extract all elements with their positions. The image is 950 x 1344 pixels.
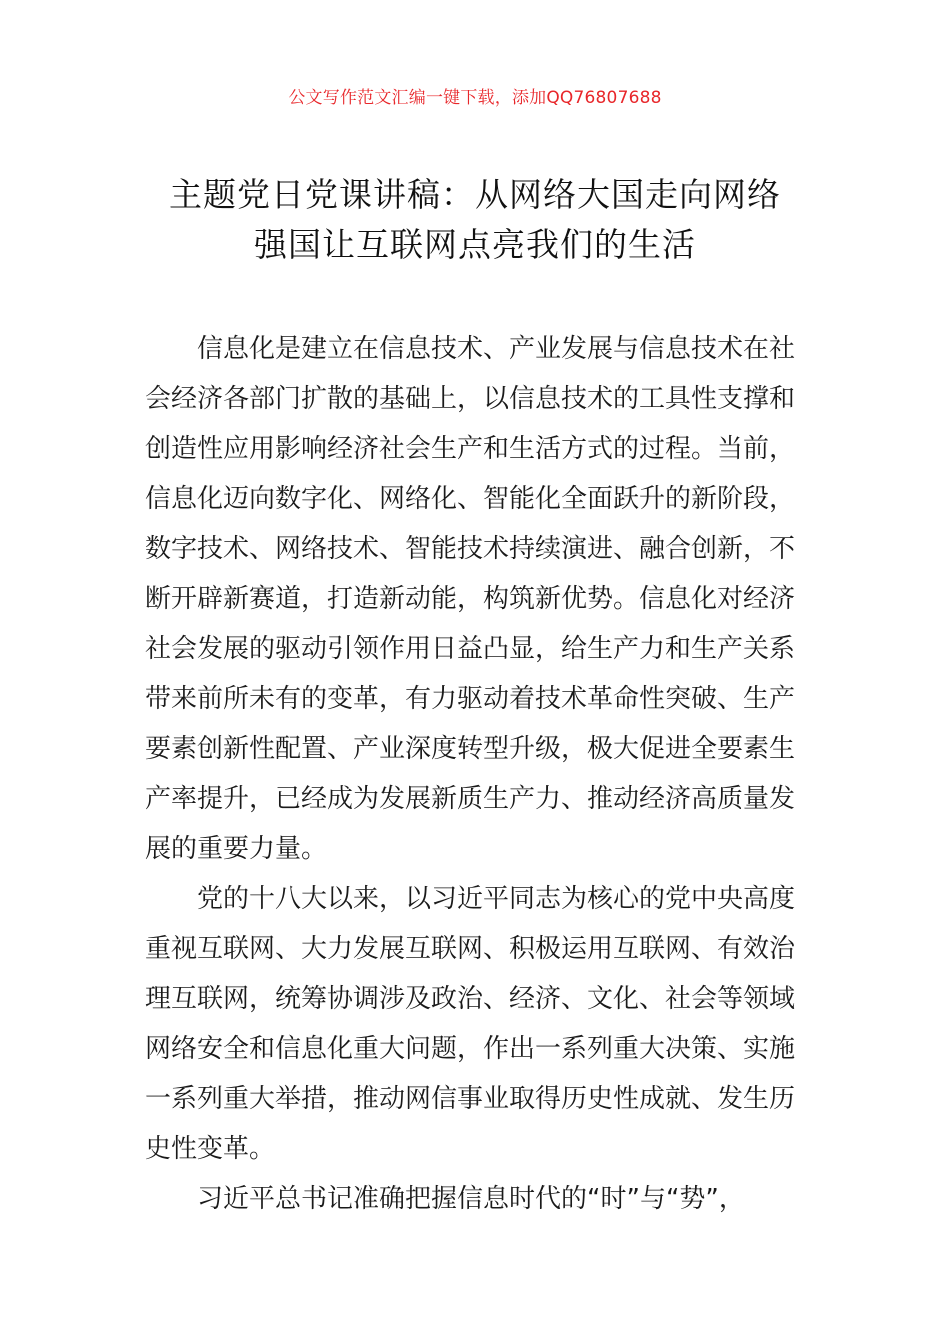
download-notice: 公文写作范文汇编一键下载，添加QQ76807688: [288, 88, 662, 108]
text-line: 创造性应用影响经济社会生产和生活方式的过程。当前，: [145, 434, 796, 464]
text-line: 信息化迈向数字化、网络化、智能化全面跃升的新阶段，: [145, 484, 796, 514]
paragraph-2: [145, 874, 809, 1174]
text-line: 数字技术、网络技术、智能技术持续演进、融合创新，不: [145, 534, 796, 564]
text-line: 党的十八大以来，以习近平同志为核心的党中央高度: [197, 884, 796, 914]
paragraph-1: [145, 324, 809, 874]
text-line: 重视互联网、大力发展互联网、积极运用互联网、有效治: [145, 934, 796, 964]
text-line: 信息化是建立在信息技术、产业发展与信息技术在社: [197, 334, 796, 364]
text-line: 社会发展的驱动引领作用日益凸显，给生产力和生产关系: [145, 634, 796, 664]
text-line: 产率提升，已经成为发展新质生产力、推动经济高质量发: [145, 784, 796, 814]
text-line: 网络安全和信息化重大问题，作出一系列重大决策、实施: [145, 1034, 796, 1064]
text-line: 带来前所未有的变革，有力驱动着技术革命性突破、生产: [145, 684, 796, 714]
text-line: 史性变革。: [145, 1134, 276, 1164]
document-body: [145, 324, 809, 1224]
text-line: 断开辟新赛道，打造新动能，构筑新优势。信息化对经济: [145, 584, 796, 614]
paragraph-3: [145, 1174, 809, 1224]
text-line: 理互联网，统筹协调涉及政治、经济、文化、社会等领域: [145, 984, 796, 1014]
document-title: [150, 170, 800, 270]
text-line: 会经济各部门扩散的基础上，以信息技术的工具性支撑和: [145, 384, 796, 414]
text-line: 习近平总书记准确把握信息时代的“时”与“势”，: [197, 1184, 745, 1214]
title-line: 强国让互联网点亮我们的生活: [254, 225, 696, 264]
text-line: 展的重要力量。: [145, 834, 328, 864]
title-line: 主题党日党课讲稿：从网络大国走向网络: [169, 175, 781, 214]
text-line: 一系列重大举措，推动网信事业取得历史性成就、发生历: [145, 1084, 796, 1114]
text-line: 要素创新性配置、产业深度转型升级，极大促进全要素生: [145, 734, 796, 764]
